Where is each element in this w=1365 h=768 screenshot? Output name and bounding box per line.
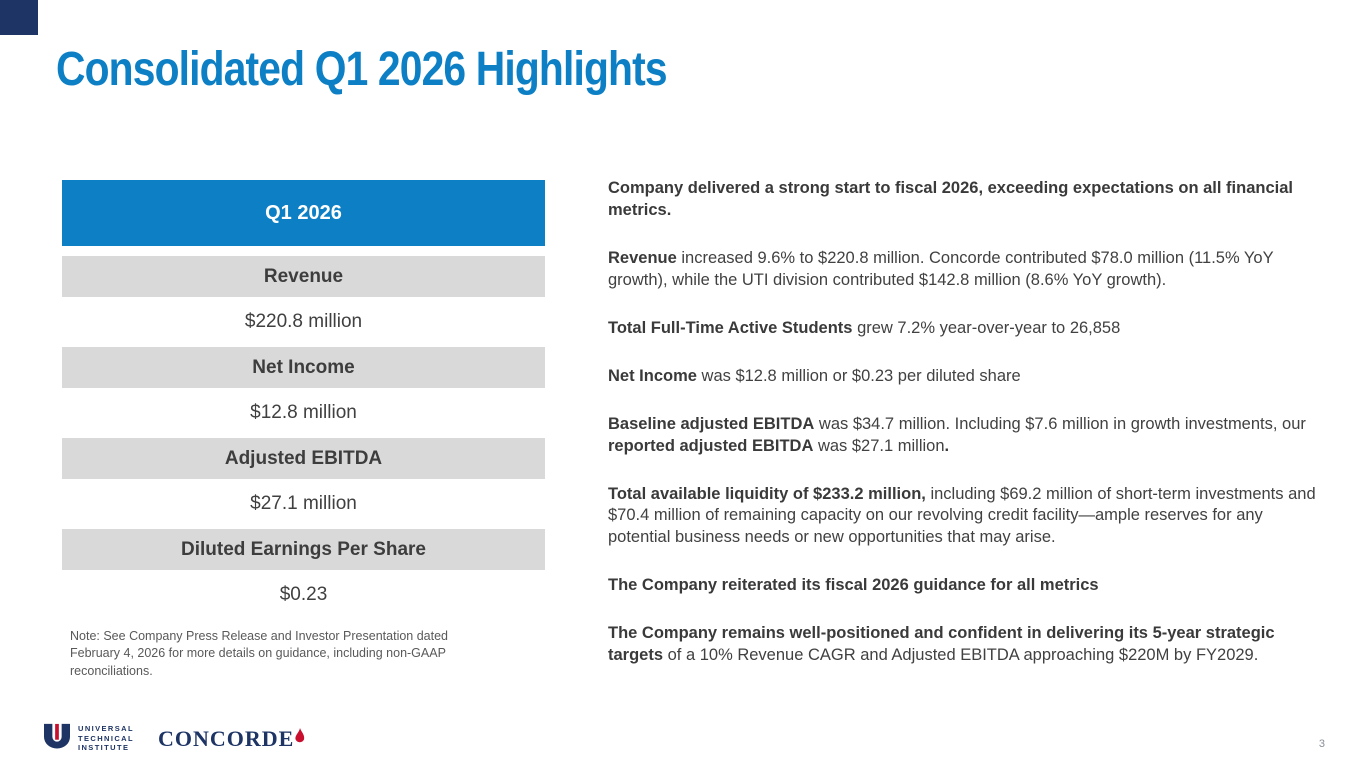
metric-value: $0.23	[62, 570, 545, 620]
highlight-text-segment: Baseline adjusted EBITDA	[608, 414, 815, 433]
uti-logo-line: INSTITUTE	[78, 743, 130, 753]
uti-logo-icon	[42, 723, 72, 754]
metric-value: $27.1 million	[62, 479, 545, 529]
highlight-text-segment: including $69.2 million of short-term investments and $70.4 million of remaining capacity on our revolving credit facility—ample reserves for any potential business needs or new opportunities that may arise.	[608, 484, 1316, 547]
footer-logos	[42, 723, 305, 754]
corner-accent-square	[0, 0, 38, 35]
highlight-text-segment: increased 9.6% to $220.8 million. Concorde contributed $78.0 million (11.5% YoY growth), while the UTI division contributed $142.8 million (8.6% YoY growth).	[608, 248, 1274, 289]
highlight-paragraph	[608, 318, 1316, 340]
concorde-wordmark: CONCORDE	[157, 725, 295, 751]
highlight-text-segment: Net Income	[608, 366, 697, 385]
metric-value: $220.8 million	[62, 297, 545, 347]
uti-logo-line: UNIVERSAL	[78, 723, 134, 733]
universal-technical-institute-logo	[42, 723, 134, 754]
metrics-table	[62, 180, 545, 620]
highlight-text-segment: The Company reiterated its fiscal 2026 guidance for all metrics	[608, 576, 1099, 595]
highlights-column	[608, 178, 1316, 693]
uti-logo-line: TECHNICAL	[78, 733, 134, 743]
metric-value: $12.8 million	[62, 388, 545, 438]
highlight-text-segment: was $12.8 million or $0.23 per diluted share	[696, 366, 1021, 385]
metric-label: Adjusted EBITDA	[62, 438, 545, 479]
highlight-paragraph	[608, 248, 1316, 292]
highlight-paragraph	[608, 178, 1316, 222]
concorde-logo	[158, 726, 305, 752]
highlight-paragraph	[608, 414, 1316, 458]
highlight-paragraph	[608, 623, 1316, 667]
concorde-flame-icon	[295, 728, 305, 746]
highlight-text-segment: The Company remains well-positioned and confident in delivering its 5-year strategic targets	[608, 624, 1275, 665]
highlight-text-segment: reported adjusted EBITDA	[608, 436, 814, 455]
highlight-text-segment: Company delivered a strong start to fiscal 2026, exceeding expectations on all financial metrics.	[608, 179, 1293, 219]
highlight-text-segment: .	[944, 436, 950, 455]
metric-label: Revenue	[62, 256, 545, 297]
highlight-paragraph	[608, 484, 1316, 550]
metrics-table-body	[62, 256, 545, 620]
metrics-table-header: Q1 2026	[62, 180, 545, 246]
highlight-paragraph	[608, 366, 1316, 388]
highlight-text-segment: Total available liquidity of $233.2 million,	[608, 484, 926, 503]
footnote: Note: See Company Press Release and Investor Presentation dated February 4, 2026 for more details on guidance, including non-GAAP reconciliations.	[70, 629, 448, 678]
highlight-text-segment: Revenue	[608, 248, 677, 267]
highlight-paragraph	[608, 575, 1316, 597]
highlight-text-segment: of a 10% Revenue CAGR and Adjusted EBITDA approaching $220M by FY2029.	[663, 646, 1259, 665]
metric-label: Diluted Earnings Per Share	[62, 529, 545, 570]
highlight-text-segment: was $27.1 million	[813, 436, 945, 455]
page-title: Consolidated Q1 2026 Highlights	[56, 43, 667, 96]
highlight-text-segment: Total Full-Time Active Students	[608, 318, 853, 337]
highlight-text-segment: grew 7.2% year-over-year to 26,858	[852, 318, 1121, 337]
highlight-text-segment: was $34.7 million. Including $7.6 million in growth investments, our	[814, 414, 1306, 433]
metric-label: Net Income	[62, 347, 545, 388]
uti-logo-text	[78, 724, 134, 753]
page-number: 3	[1318, 738, 1325, 750]
